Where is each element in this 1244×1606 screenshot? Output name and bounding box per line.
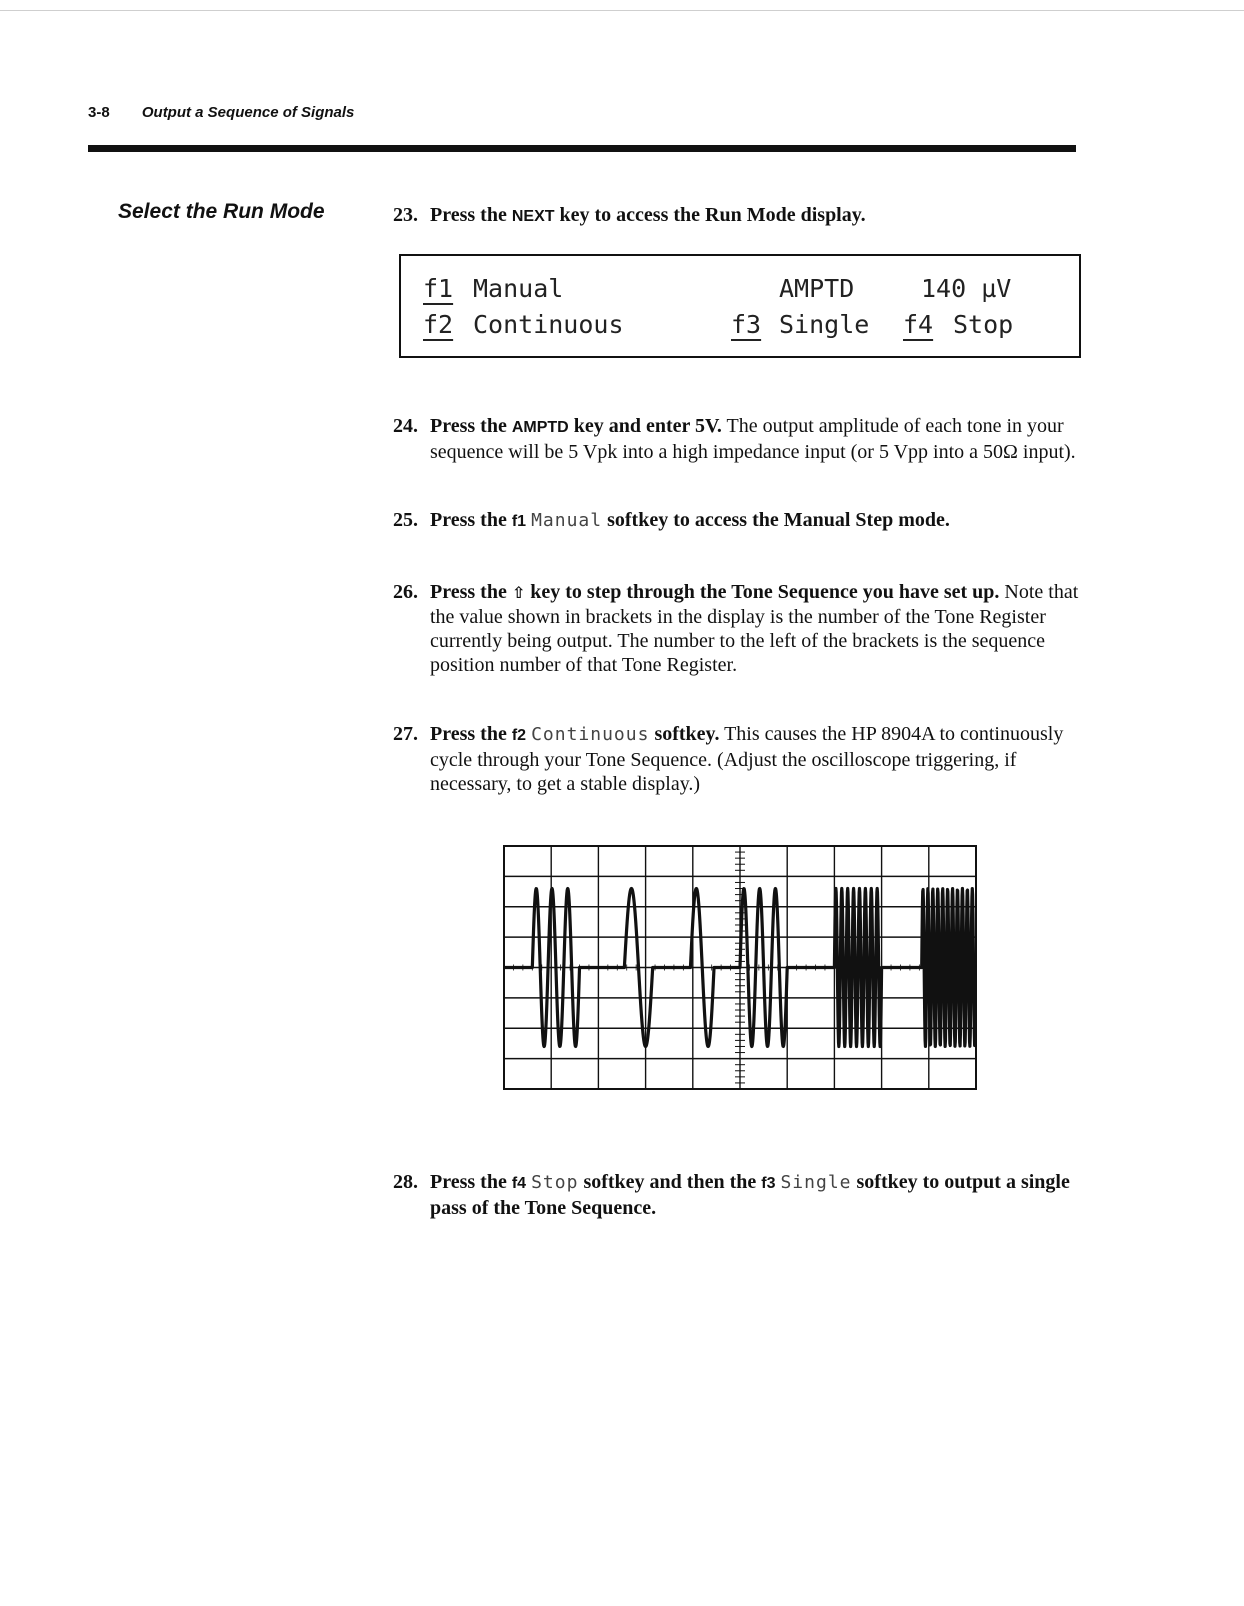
f1-key: f1 — [511, 513, 527, 530]
step-number: 26. — [393, 581, 418, 603]
step-number: 28. — [393, 1171, 418, 1193]
step-text: Press the AMPTD key and enter 5V. The output amplitude of each tone in your sequence will be 5 Vpk into a high impedance input (or 5 Vpp into a 50Ω input). — [430, 415, 1076, 463]
f3-softkey-label: f3 — [731, 310, 762, 339]
step-27 — [393, 722, 1083, 796]
header-rule — [88, 145, 1076, 152]
step-28 — [393, 1170, 1083, 1220]
f2-key: f2 — [511, 727, 527, 744]
manual-label: Manual — [473, 274, 564, 303]
f3-key: f3 — [761, 1175, 776, 1192]
step-text: Press the ⇧ key to step through the Tone Sequence you have set up. Note that the value shown in brackets in the display is the number of the Tone Register currently being output. The number to the left of the brackets is the sequence position number of that Tone Register. — [430, 581, 1079, 676]
f4-key: f4 — [511, 1175, 527, 1192]
amptd-label: AMPTD — [779, 274, 855, 303]
step-24 — [393, 414, 1083, 464]
next-key: NEXT — [511, 208, 555, 225]
f2-softkey-label: f2 — [423, 310, 454, 339]
page-number: 3-8 — [88, 104, 110, 121]
continuous-label: Continuous — [473, 310, 624, 339]
oscilloscope-trace-figure — [503, 845, 977, 1090]
stop-softkey-text: Stop — [531, 1172, 579, 1193]
stop-label: Stop — [953, 310, 1014, 339]
step-text: Press the f4 Stop softkey and then the f3 Single softkey to output a single pass of the Tone Sequence. — [430, 1171, 1070, 1219]
display-row-1 — [401, 274, 1079, 314]
amptd-key: AMPTD — [511, 419, 569, 436]
step-text: Press the f1 Manual softkey to access the Manual Step mode. — [430, 509, 950, 531]
step-number: 25. — [393, 509, 418, 531]
step-26 — [393, 580, 1083, 677]
step-number: 23. — [393, 204, 418, 226]
single-label: Single — [779, 310, 870, 339]
step-25 — [393, 508, 1083, 534]
step-number: 27. — [393, 723, 418, 745]
page-header — [88, 104, 354, 121]
manual-softkey-text: Manual — [531, 510, 603, 531]
scan-top-line — [0, 10, 1244, 11]
step-23 — [393, 203, 1083, 229]
step-number: 24. — [393, 415, 418, 437]
step-text: Press the f2 Continuous softkey. This causes the HP 8904A to continuously cycle through your Tone Sequence. (Adjust the oscilloscope triggering, if necessary, to get a stable display.) — [430, 723, 1064, 795]
up-arrow-key-icon: ⇧ — [511, 583, 526, 602]
run-mode-display — [399, 254, 1081, 358]
continuous-softkey-text: Continuous — [531, 724, 650, 745]
step-text: Press the NEXT key to access the Run Mode display. — [430, 204, 866, 226]
display-row-2 — [401, 310, 1079, 350]
f4-softkey-label: f4 — [903, 310, 934, 339]
section-title: Select the Run Mode — [118, 200, 325, 223]
amplitude-value: 140 µV — [921, 274, 1012, 303]
f1-softkey-label: f1 — [423, 274, 454, 303]
single-softkey-text: Single — [780, 1172, 852, 1193]
chapter-title: Output a Sequence of Signals — [141, 104, 355, 121]
